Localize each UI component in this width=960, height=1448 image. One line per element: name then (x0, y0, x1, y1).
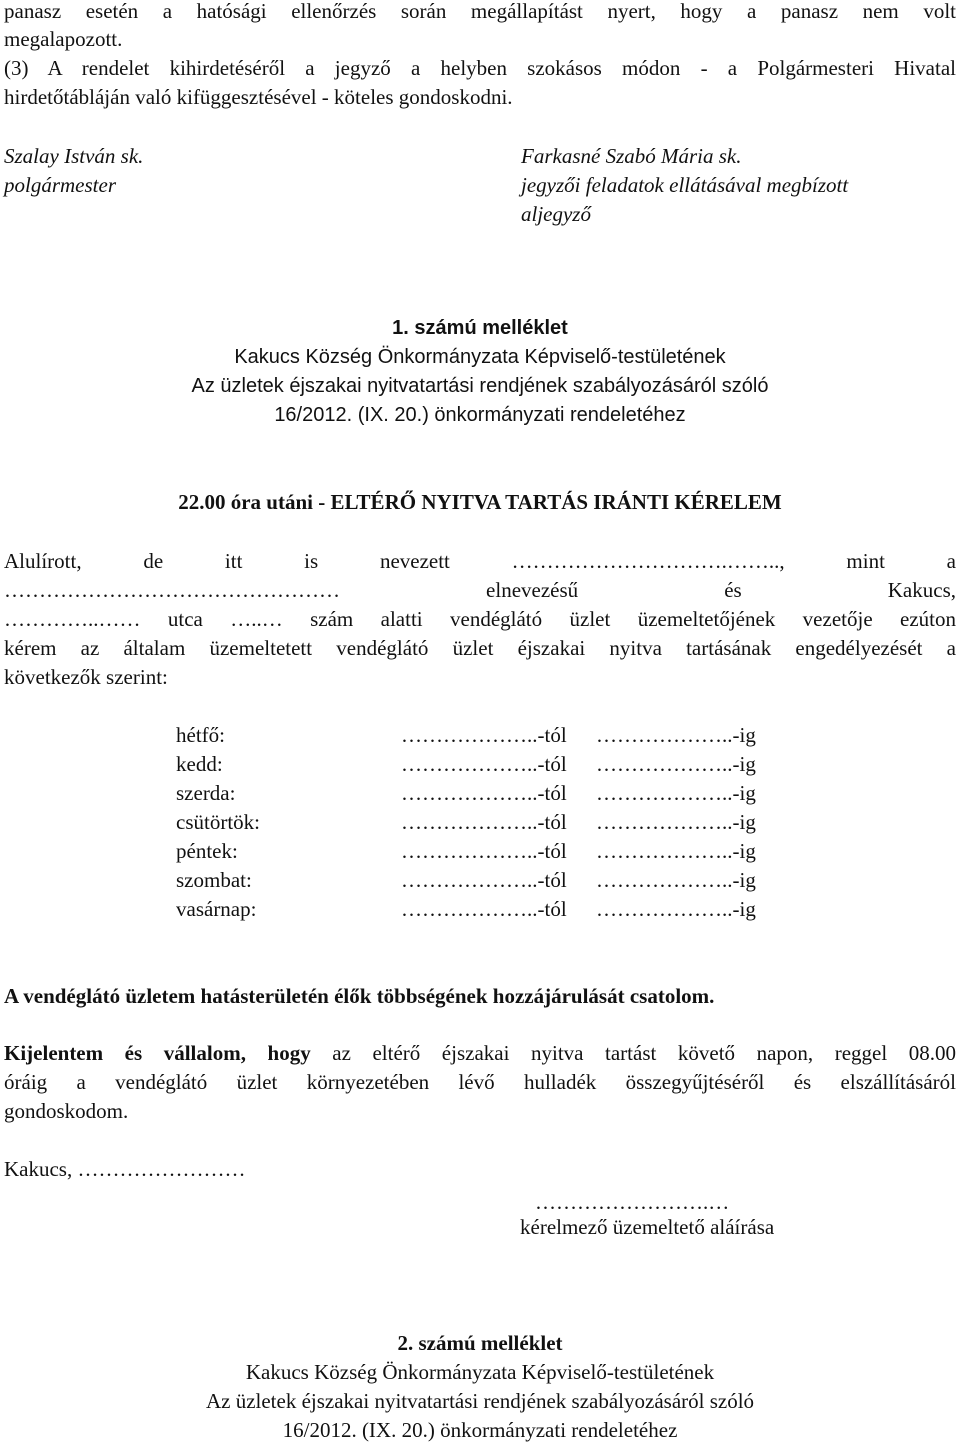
declaration-line: gondoskodom. (4, 1099, 129, 1123)
mayor-name: Szalay István sk. (4, 144, 144, 168)
form-title: 22.00 óra utáni - ELTÉRŐ NYITVA TARTÁS IRÁNTI KÉRELEM (178, 490, 782, 514)
schedule-from-field[interactable]: ………………..-tól (401, 839, 567, 863)
body-text-line: (3) A rendelet kihirdetéséről a jegyző a helyben szokásos módon - a Polgármesteri Hivatal (4, 56, 956, 80)
form-text-line: Alulírott, de itt is nevezett ………………………….…….., mint a (4, 549, 956, 573)
schedule-day: kedd: (176, 752, 223, 776)
form-text-line: …………..…… utca …..… szám alatti vendéglátó üzlet üzemeltetőjének vezetője ezúton (4, 607, 956, 631)
annex-2-line: Az üzletek éjszakai nyitvatartási rendjének szabályozásáról szóló (205, 1389, 755, 1413)
annex-1-line: Az üzletek éjszakai nyitvatartási rendjének szabályozásáról szóló (191, 375, 769, 397)
consent-statement: A vendéglátó üzletem hatásterületén élők többségének hozzájárulását csatolom. (4, 984, 715, 1008)
signature-label: kérelmező üzemeltető aláírása (520, 1215, 775, 1239)
notary-name: Farkasné Szabó Mária sk. (521, 144, 742, 168)
schedule-from-field[interactable]: ………………..-tól (401, 868, 567, 892)
signature-line[interactable]: …………………….… (535, 1190, 730, 1214)
schedule-to-field[interactable]: ………………..-ig (596, 810, 756, 834)
declaration-bold: Kijelentem és vállalom, hogy (4, 1041, 311, 1065)
schedule-from-field[interactable]: ………………..-tól (401, 752, 567, 776)
body-text-line: megalapozott. (4, 27, 123, 51)
form-text-line: ………………………………………… elnevezésű és Kakucs, (4, 578, 956, 602)
declaration-text: az eltérő éjszakai nyitva tartást követő napon, reggel 08.00 (310, 1041, 956, 1065)
notary-title-2: aljegyző (521, 202, 591, 226)
annex-1-line: Kakucs Község Önkormányzata Képviselő-testületének (234, 346, 726, 368)
schedule-day: péntek: (176, 839, 238, 863)
annex-2-line: 16/2012. (IX. 20.) önkormányzati rendeletéhez (282, 1418, 678, 1442)
schedule-from-field[interactable]: ………………..-tól (401, 723, 567, 747)
schedule-to-field[interactable]: ………………..-ig (596, 839, 756, 863)
body-text-line: panasz esetén a hatósági ellenőrzés során megállapítást nyert, hogy a panasz nem volt (4, 0, 956, 23)
declaration-line: óráig a vendéglátó üzlet környezetében lévő hulladék összegyűjtéséről és elszállításáról (4, 1070, 956, 1094)
mayor-title: polgármester (4, 173, 116, 197)
place-date-field[interactable]: Kakucs, …………………… (4, 1157, 246, 1181)
schedule-day: szerda: (176, 781, 236, 805)
form-text-line: kérem az általam üzemeltetett vendéglátó üzlet éjszakai nyitva tartásának engedélyezését a (4, 636, 956, 660)
annex-2-heading: 2. számú melléklet (397, 1331, 563, 1355)
annex-1-line: 16/2012. (IX. 20.) önkormányzati rendeletéhez (274, 404, 686, 426)
schedule-from-field[interactable]: ………………..-tól (401, 810, 567, 834)
schedule-from-field[interactable]: ………………..-tól (401, 781, 567, 805)
schedule-to-field[interactable]: ………………..-ig (596, 752, 756, 776)
schedule-day: szombat: (176, 868, 252, 892)
body-text-line: hirdetőtábláján való kifüggesztésével - köteles gondoskodni. (4, 85, 513, 109)
annex-1-heading: 1. számú melléklet (392, 317, 568, 339)
form-text-line: következők szerint: (4, 665, 168, 689)
annex-2-line: Kakucs Község Önkormányzata Képviselő-testületének (245, 1360, 715, 1384)
schedule-to-field[interactable]: ………………..-ig (596, 897, 756, 921)
schedule-to-field[interactable]: ………………..-ig (596, 781, 756, 805)
schedule-from-field[interactable]: ………………..-tól (401, 897, 567, 921)
declaration-line (4, 1039, 956, 1068)
schedule-to-field[interactable]: ………………..-ig (596, 723, 756, 747)
schedule-day: hétfő: (176, 723, 225, 747)
schedule-day: vasárnap: (176, 897, 257, 921)
schedule-to-field[interactable]: ………………..-ig (596, 868, 756, 892)
notary-title: jegyzői feladatok ellátásával megbízott (521, 173, 849, 197)
schedule-day: csütörtök: (176, 810, 260, 834)
